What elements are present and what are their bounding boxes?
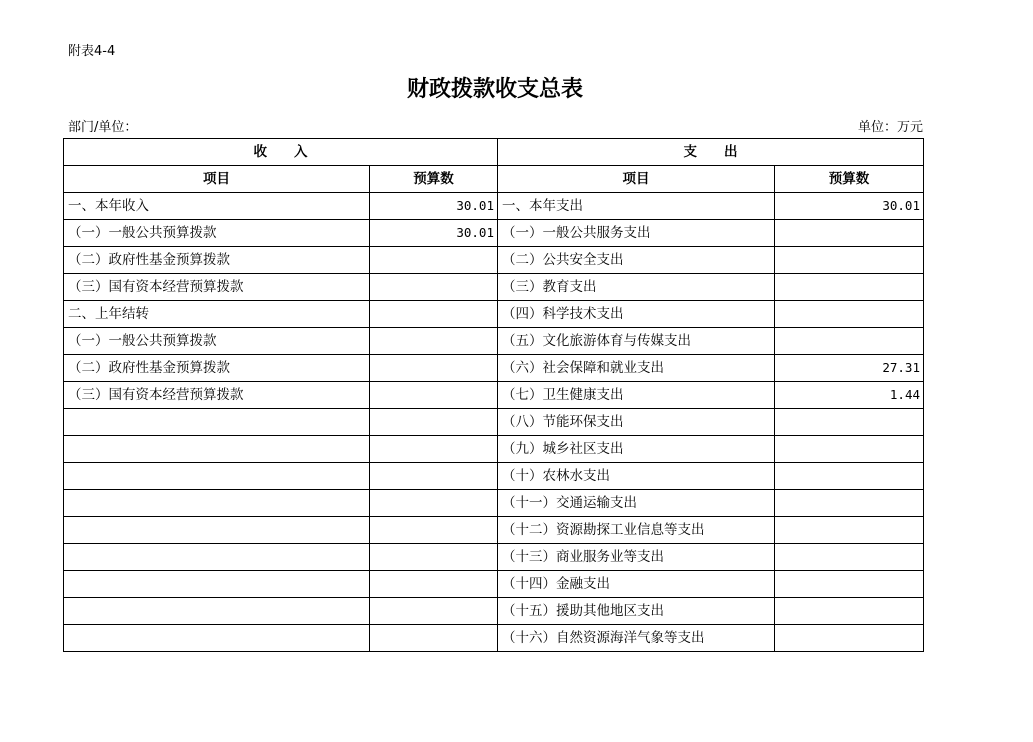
- table-row: [64, 409, 924, 436]
- table-row: [64, 544, 924, 571]
- expense-item-cell: （二）公共安全支出: [498, 247, 775, 274]
- table-body: [64, 193, 924, 652]
- expense-item-cell: （一）一般公共服务支出: [498, 220, 775, 247]
- expense-value-cell: [775, 490, 924, 517]
- income-item-cell: [64, 436, 370, 463]
- expense-value-cell: [775, 463, 924, 490]
- table-row: [64, 463, 924, 490]
- column-header-row: [64, 166, 924, 193]
- expense-budget-header: 预算数: [775, 166, 924, 193]
- expense-value-cell: [775, 247, 924, 274]
- table-row: [64, 301, 924, 328]
- income-value-cell: [370, 598, 498, 625]
- expense-item-cell: （十六）自然资源海洋气象等支出: [498, 625, 775, 652]
- page-title: 财政拨款收支总表: [406, 76, 583, 102]
- table-row: [64, 274, 924, 301]
- expense-value-cell: [775, 598, 924, 625]
- income-value-cell: [370, 301, 498, 328]
- table-row: [64, 625, 924, 652]
- expense-value-cell: [775, 571, 924, 598]
- table-row: [64, 247, 924, 274]
- income-value-cell: [370, 274, 498, 301]
- table-row: [64, 382, 924, 409]
- expense-item-cell: （七）卫生健康支出: [498, 382, 775, 409]
- income-value-cell: [370, 490, 498, 517]
- income-value-cell: [370, 382, 498, 409]
- income-item-cell: （二）政府性基金预算拨款: [64, 355, 370, 382]
- table-row: [64, 355, 924, 382]
- income-value-cell: [370, 571, 498, 598]
- expense-item-cell: （十）农林水支出: [498, 463, 775, 490]
- department-label: 部门/单位：: [68, 120, 138, 135]
- unit-label: 单位：万元: [857, 120, 923, 135]
- income-value-cell: [370, 625, 498, 652]
- income-item-cell: [64, 544, 370, 571]
- expense-value-cell: [775, 220, 924, 247]
- table-row: [64, 328, 924, 355]
- income-item-cell: [64, 409, 370, 436]
- income-value-cell: 30.01: [370, 193, 498, 220]
- income-value-cell: [370, 463, 498, 490]
- income-value-cell: [370, 247, 498, 274]
- expense-item-cell: （十四）金融支出: [498, 571, 775, 598]
- income-item-cell: （三）国有资本经营预算拨款: [64, 274, 370, 301]
- income-item-cell: [64, 517, 370, 544]
- expense-value-cell: [775, 544, 924, 571]
- table-row: [64, 598, 924, 625]
- income-item-cell: 二、上年结转: [64, 301, 370, 328]
- expense-item-cell: （五）文化旅游体育与传媒支出: [498, 328, 775, 355]
- expense-item-cell: （十五）援助其他地区支出: [498, 598, 775, 625]
- expense-value-cell: [775, 436, 924, 463]
- expense-item-cell: （十二）资源勘探工业信息等支出: [498, 517, 775, 544]
- table-row: [64, 490, 924, 517]
- income-value-cell: [370, 328, 498, 355]
- expense-value-cell: 30.01: [775, 193, 924, 220]
- expense-group-header: 支 出: [498, 139, 924, 166]
- expense-value-cell: 27.31: [775, 355, 924, 382]
- expense-value-cell: [775, 328, 924, 355]
- income-item-cell: （一）一般公共预算拨款: [64, 220, 370, 247]
- income-item-cell: （三）国有资本经营预算拨款: [64, 382, 370, 409]
- income-item-header: 项目: [64, 166, 370, 193]
- table-row: [64, 571, 924, 598]
- table-row: [64, 193, 924, 220]
- table-row: [64, 436, 924, 463]
- income-value-cell: [370, 517, 498, 544]
- table-row: [64, 517, 924, 544]
- expense-value-cell: [775, 274, 924, 301]
- income-value-cell: [370, 409, 498, 436]
- expense-item-cell: （十三）商业服务业等支出: [498, 544, 775, 571]
- expense-item-cell: （三）教育支出: [498, 274, 775, 301]
- expense-item-cell: （九）城乡社区支出: [498, 436, 775, 463]
- expense-value-cell: [775, 625, 924, 652]
- income-item-cell: [64, 571, 370, 598]
- expense-item-cell: （十一）交通运输支出: [498, 490, 775, 517]
- income-item-cell: [64, 463, 370, 490]
- income-item-cell: [64, 598, 370, 625]
- budget-table: [63, 138, 924, 652]
- income-item-cell: 一、本年收入: [64, 193, 370, 220]
- meta-row: [68, 116, 923, 135]
- expense-item-cell: （八）节能环保支出: [498, 409, 775, 436]
- income-value-cell: [370, 436, 498, 463]
- income-item-cell: [64, 625, 370, 652]
- income-value-cell: [370, 544, 498, 571]
- expense-item-header: 项目: [498, 166, 775, 193]
- expense-value-cell: [775, 517, 924, 544]
- income-value-cell: [370, 355, 498, 382]
- table-row: [64, 220, 924, 247]
- income-item-cell: （一）一般公共预算拨款: [64, 328, 370, 355]
- group-header-row: [64, 139, 924, 166]
- expense-item-cell: （六）社会保障和就业支出: [498, 355, 775, 382]
- expense-value-cell: [775, 301, 924, 328]
- income-item-cell: （二）政府性基金预算拨款: [64, 247, 370, 274]
- income-item-cell: [64, 490, 370, 517]
- income-value-cell: 30.01: [370, 220, 498, 247]
- income-budget-header: 预算数: [370, 166, 498, 193]
- expense-value-cell: 1.44: [775, 382, 924, 409]
- attachment-label: 附表4-4: [68, 44, 116, 59]
- income-group-header: 收 入: [64, 139, 498, 166]
- expense-item-cell: 一、本年支出: [498, 193, 775, 220]
- expense-item-cell: （四）科学技术支出: [498, 301, 775, 328]
- expense-value-cell: [775, 409, 924, 436]
